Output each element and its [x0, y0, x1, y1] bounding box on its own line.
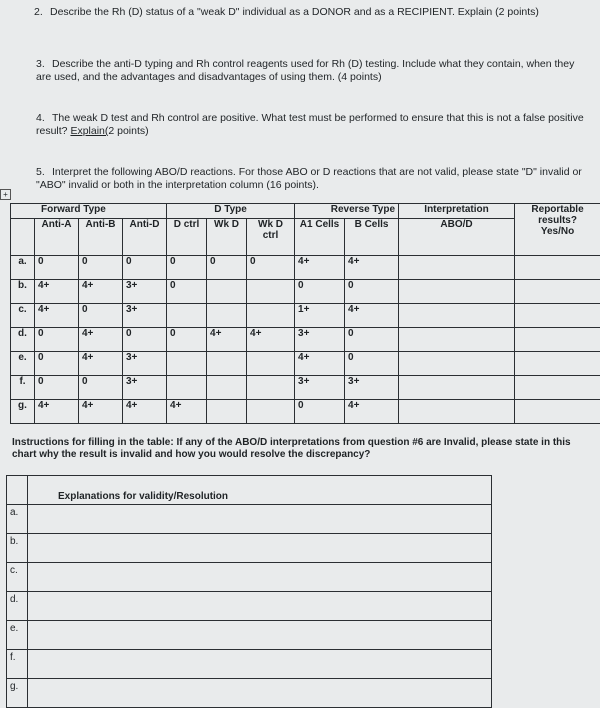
col-anti-b: Anti-B	[79, 219, 123, 256]
cell-wk-d-ctrl: 0	[247, 256, 295, 280]
list-item	[7, 592, 492, 621]
question-tail: 2 points)	[108, 125, 148, 137]
cell-d-ctrl: 0	[167, 256, 207, 280]
col-wk-d-ctrl: Wk D ctrl	[247, 219, 295, 256]
cell-d-ctrl: 0	[167, 328, 207, 352]
cell-interpretation[interactable]	[399, 280, 515, 304]
cell-interpretation[interactable]	[399, 376, 515, 400]
cell-a1-cells: 4+	[295, 352, 345, 376]
cell-anti-d: 3+	[123, 376, 167, 400]
row-label: e.	[7, 621, 28, 650]
cell-b-cells: 3+	[345, 376, 399, 400]
group-forward-type: Forward Type	[11, 204, 167, 219]
question-number: 4.	[36, 112, 52, 125]
row-label: c.	[7, 563, 28, 592]
row-label: d.	[7, 592, 28, 621]
cell-anti-d: 3+	[123, 304, 167, 328]
explanation-cell[interactable]	[28, 621, 492, 650]
cell-a1-cells: 3+	[295, 328, 345, 352]
col-a1-cells: A1 Cells	[295, 219, 345, 256]
col-wk-d: Wk D	[207, 219, 247, 256]
cell-anti-b: 4+	[79, 352, 123, 376]
cell-b-cells: 0	[345, 328, 399, 352]
question-text: Interpret the following ABO/D reactions. For those ABO or D reactions that are not valid, please state "D" invalid or "ABO" invalid or both in the interpretation column (16 points).	[36, 166, 582, 191]
row-label: b.	[7, 534, 28, 563]
question-number: 3.	[36, 58, 52, 71]
cell-a1-cells: 4+	[295, 256, 345, 280]
table-row	[11, 280, 600, 304]
cell-anti-b: 0	[79, 304, 123, 328]
cell-anti-b: 0	[79, 256, 123, 280]
table-row	[11, 400, 600, 424]
list-item	[7, 679, 492, 708]
question-text: Describe the Rh (D) status of a "weak D" individual as a DONOR and as a RECIPIENT. Explain (2 points)	[50, 6, 539, 18]
question-number: 2.	[34, 6, 50, 19]
cell-a1-cells: 3+	[295, 376, 345, 400]
cell-d-ctrl: 4+	[167, 400, 207, 424]
cell-reportable[interactable]	[515, 256, 600, 280]
cell-anti-a: 0	[35, 376, 79, 400]
cell-d-ctrl: 0	[167, 280, 207, 304]
row-label: g.	[7, 679, 28, 708]
question-text: The weak D test and Rh control are positive. What test must be performed to ensure that this is not a false positive result?	[36, 112, 584, 137]
question-2	[34, 6, 579, 19]
question-text: Describe the anti-D typing and Rh control reagents used for Rh (D) testing. Include what they contain, when they are used, and the advantages and disadvantages of using them. (4 points)	[36, 58, 574, 83]
question-4	[36, 112, 591, 138]
list-item	[7, 650, 492, 679]
cell-interpretation[interactable]	[399, 328, 515, 352]
col-anti-d: Anti-D	[123, 219, 167, 256]
col-d-ctrl: D ctrl	[167, 219, 207, 256]
table-instructions	[12, 437, 597, 461]
cell-reportable[interactable]	[515, 328, 600, 352]
col-anti-a: Anti-A	[35, 219, 79, 256]
row-label: a.	[7, 505, 28, 534]
cell-b-cells: 4+	[345, 304, 399, 328]
explanation-cell[interactable]	[28, 534, 492, 563]
cell-b-cells: 0	[345, 352, 399, 376]
row-label: a.	[11, 256, 35, 280]
row-label: b.	[11, 280, 35, 304]
cell-wk-d	[207, 400, 247, 424]
col-row-label	[11, 219, 35, 256]
cell-reportable[interactable]	[515, 280, 600, 304]
cell-wk-d-ctrl: 4+	[247, 328, 295, 352]
group-reportable	[515, 204, 600, 256]
list-item	[7, 621, 492, 650]
explanations-corner	[7, 476, 28, 505]
cell-anti-a: 0	[35, 256, 79, 280]
cell-anti-a: 4+	[35, 280, 79, 304]
row-label: e.	[11, 352, 35, 376]
group-reverse-type: Reverse Type	[295, 204, 399, 219]
row-label: f.	[11, 376, 35, 400]
abo-d-table	[10, 203, 600, 424]
cell-anti-a: 0	[35, 352, 79, 376]
cell-reportable[interactable]	[515, 352, 600, 376]
explanations-table	[6, 475, 492, 708]
group-d-type: D Type	[167, 204, 295, 219]
cell-d-ctrl	[167, 304, 207, 328]
cell-wk-d-ctrl	[247, 376, 295, 400]
cell-interpretation[interactable]	[399, 400, 515, 424]
cell-wk-d	[207, 352, 247, 376]
cell-anti-d: 3+	[123, 280, 167, 304]
instructions-text: If any of the ABO/D interpretations from question #6 are Invalid, please state in this chart why the result is invalid and how you would resolve the discrepancy?	[12, 437, 571, 460]
cell-wk-d-ctrl	[247, 352, 295, 376]
explanation-cell[interactable]	[28, 650, 492, 679]
list-item	[7, 505, 492, 534]
question-number: 5.	[36, 166, 52, 179]
cell-b-cells: 4+	[345, 400, 399, 424]
question-3	[36, 58, 591, 84]
cell-anti-d: 0	[123, 256, 167, 280]
cell-wk-d	[207, 280, 247, 304]
table-row	[11, 352, 600, 376]
explanation-cell[interactable]	[28, 563, 492, 592]
cell-anti-d: 3+	[123, 352, 167, 376]
reportable-label: Reportable results?	[531, 204, 583, 226]
table-row	[11, 376, 600, 400]
explanations-header: Explanations for validity/Resolution	[28, 476, 492, 505]
cell-wk-d-ctrl	[247, 304, 295, 328]
cell-anti-a: 4+	[35, 400, 79, 424]
cell-reportable[interactable]	[515, 400, 600, 424]
instructions-lead: Instructions for filling in the table:	[12, 437, 174, 448]
explanation-cell[interactable]	[28, 592, 492, 621]
cell-wk-d-ctrl	[247, 400, 295, 424]
table-row	[11, 328, 600, 352]
cell-anti-d: 0	[123, 328, 167, 352]
list-item	[7, 563, 492, 592]
explanation-cell[interactable]	[28, 679, 492, 708]
row-label: c.	[11, 304, 35, 328]
cell-anti-a: 0	[35, 328, 79, 352]
cell-reportable[interactable]	[515, 304, 600, 328]
cell-anti-b: 4+	[79, 328, 123, 352]
row-label: g.	[11, 400, 35, 424]
cell-wk-d: 4+	[207, 328, 247, 352]
col-yes-no: Yes/No	[541, 226, 574, 237]
col-b-cells: B Cells	[345, 219, 399, 256]
cell-anti-b: 4+	[79, 280, 123, 304]
cell-anti-d: 4+	[123, 400, 167, 424]
col-abo-d: ABO/D	[399, 219, 515, 256]
cell-wk-d	[207, 376, 247, 400]
list-item	[7, 534, 492, 563]
cell-b-cells: 4+	[345, 256, 399, 280]
explain-link[interactable]: Explain(	[70, 125, 108, 137]
cell-interpretation[interactable]	[399, 256, 515, 280]
question-5	[36, 166, 596, 192]
cell-anti-b: 4+	[79, 400, 123, 424]
cell-reportable[interactable]	[515, 376, 600, 400]
cell-a1-cells: 0	[295, 280, 345, 304]
row-label: d.	[11, 328, 35, 352]
explanation-cell[interactable]	[28, 505, 492, 534]
cell-wk-d: 0	[207, 256, 247, 280]
cell-a1-cells: 1+	[295, 304, 345, 328]
cell-anti-b: 0	[79, 376, 123, 400]
table-row	[11, 304, 600, 328]
cell-d-ctrl	[167, 352, 207, 376]
cell-d-ctrl	[167, 376, 207, 400]
cell-wk-d-ctrl	[247, 280, 295, 304]
cell-a1-cells: 0	[295, 400, 345, 424]
table-row	[11, 256, 600, 280]
cell-interpretation[interactable]	[399, 304, 515, 328]
row-label: f.	[7, 650, 28, 679]
group-interpretation: Interpretation	[399, 204, 515, 219]
cell-anti-a: 4+	[35, 304, 79, 328]
cell-wk-d	[207, 304, 247, 328]
cell-b-cells: 0	[345, 280, 399, 304]
move-handle-icon[interactable]: +	[0, 189, 11, 200]
cell-interpretation[interactable]	[399, 352, 515, 376]
